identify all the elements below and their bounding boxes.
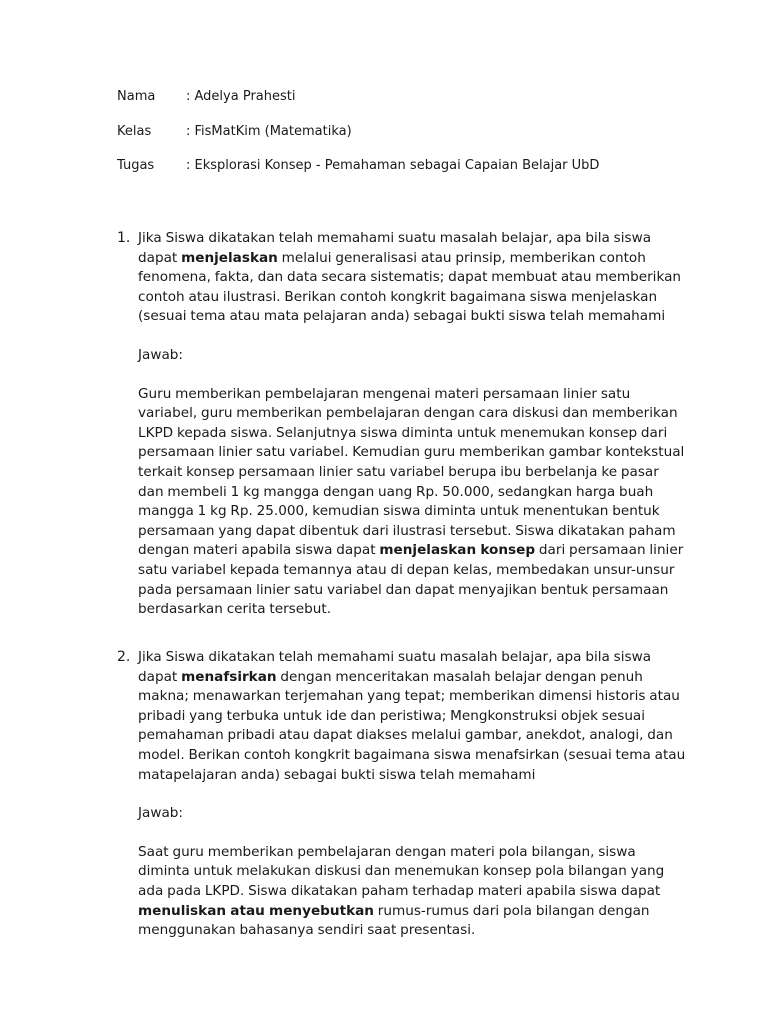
tugas-label: Tugas [117, 158, 155, 173]
question-1-answer-part1: Guru memberikan pembelajaran mengenai materi persamaan linier satu variabel, guru memberikan pembelajaran dengan cara diskusi dan memberikan LKPD kepada siswa. Selanjutnya siswa diminta untuk menemukan konsep dari persamaan linier satu variabel. Kemudian guru memberikan gambar kontekstual terkait konsep persamaan linier satu variabel berupa ibu berbelanja ke pasar dan membeli 1 kg mangga dengan uang Rp. 50.000, sedangkan harga buah mangga 1 kg Rp. 25.000, kemudian siswa diminta untuk menentukan bentuk persamaan yang dapat dibentuk dari ilustrasi tersebut. Siswa dikatakan paham dengan materi apabila siswa dapat [138, 385, 685, 559]
nama-value: : Adelya Prahesti [186, 89, 296, 104]
question-2-keyword: menafsirkan [181, 668, 277, 685]
question-2-jawab-label: Jawab: [138, 805, 183, 822]
question-1-text-part2: melalui generalisasi atau prinsip, memberikan contoh fenomena, fakta, dan data secara sistematis; dapat membuat atau memberikan contoh atau ilustrasi. Berikan contoh kongkrit bagaimana siswa menjelaskan (sesuai tema atau mata pelajaran anda) sebagai bukti siswa telah memahami [138, 249, 682, 325]
question-1-answer-part2: dari persamaan linier satu variabel kepada temannya atau di depan kelas, membedakan unsur-unsur pada persamaan linier satu variabel dan dapat menyajikan bentuk persamaan berdasarkan cerita tersebut. [138, 542, 684, 618]
question-2 [117, 648, 687, 941]
question-2-number: 2. [117, 649, 131, 665]
question-1 [117, 229, 687, 620]
question-2-text-part2: dengan menceritakan masalah belajar dengan penuh makna; menawarkan terjemahan yang tepat; memberikan dimensi historis atau pribadi yang terbuka untuk ide dan peristiwa; Mengkonstruksi objek sesuai pemahaman pribadi atau dapat diakses melalui gambar, anekdot, analogi, dan model. Berikan contoh kongkrit bagaimana siswa menafsirkan (sesuai tema atau matapelajaran anda) sebagai bukti siswa telah memahami [138, 668, 686, 783]
nama-label: Nama [117, 89, 156, 104]
header-kelas-row [117, 124, 352, 140]
question-1-body [138, 229, 687, 620]
question-1-jawab-label: Jawab: [138, 346, 183, 363]
question-1-text-part1: Jika Siswa dikatakan telah memahami suatu masalah belajar, apa bila siswa dapat [138, 230, 652, 266]
question-2-answer-keyword: menuliskan atau menyebutkan [138, 902, 374, 919]
question-2-body [138, 648, 687, 941]
question-2-answer [138, 843, 687, 941]
question-2-answer-part1: Saat guru memberikan pembelajaran dengan materi pola bilangan, siswa diminta untuk melakukan diskusi dan menemukan konsep pola bilangan yang ada pada LKPD. Siswa dikatakan paham terhadap materi apabila siswa dapat [138, 843, 665, 899]
question-1-answer [138, 385, 687, 620]
header-tugas-row [117, 158, 599, 174]
header-nama-row [117, 89, 295, 105]
question-1-keyword: menjelaskan [181, 249, 278, 266]
question-1-number: 1. [117, 230, 131, 246]
question-2-text-part1: Jika Siswa dikatakan telah memahami suatu masalah belajar, apa bila siswa dapat [138, 649, 652, 685]
tugas-value: : Eksplorasi Konsep - Pemahaman sebagai Capaian Belajar UbD [186, 158, 600, 173]
question-1-text [138, 229, 687, 327]
question-2-answer-part2: rumus-rumus dari pola bilangan dengan menggunakan bahasanya sendiri saat presentasi. [138, 902, 650, 939]
kelas-label: Kelas [117, 124, 152, 139]
question-2-text [138, 648, 687, 785]
question-1-answer-keyword: menjelaskan konsep [379, 542, 536, 559]
kelas-value: : FisMatKim (Matematika) [186, 124, 352, 139]
